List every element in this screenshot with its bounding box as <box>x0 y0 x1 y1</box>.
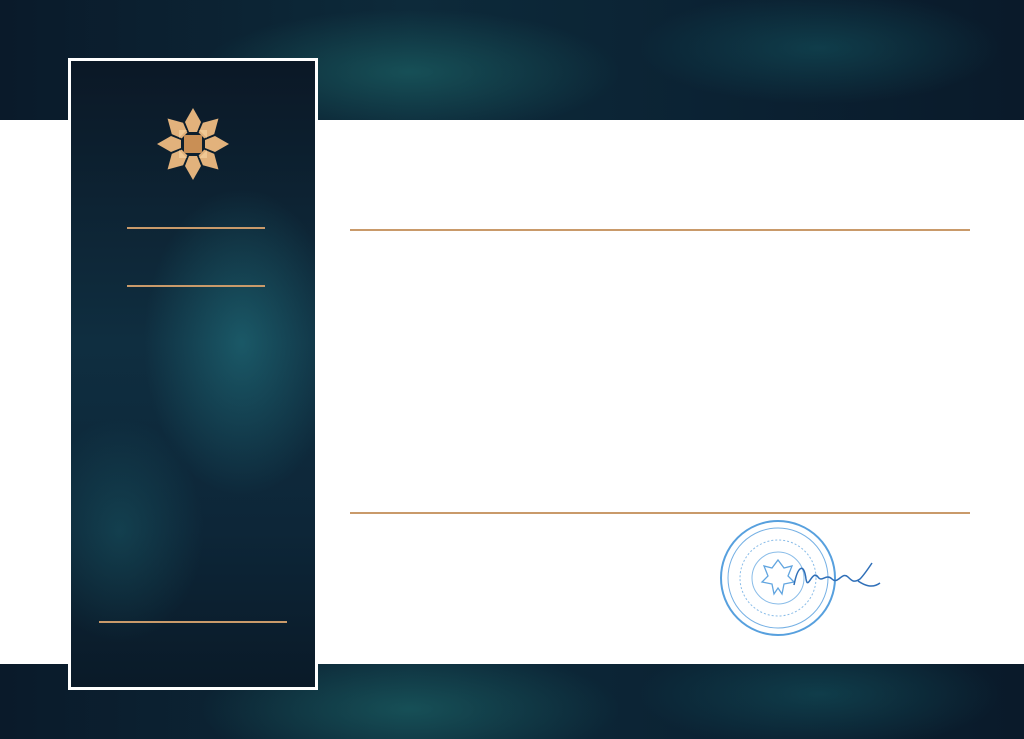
signature-icon <box>788 555 883 600</box>
contest-logo-icon <box>155 106 231 182</box>
contest-side-panel <box>68 58 318 690</box>
contest-title-rule-bottom <box>127 285 265 287</box>
contest-title-rule-top <box>127 227 265 229</box>
footer-rule <box>350 512 970 514</box>
header-rule <box>350 229 970 231</box>
place-rule <box>99 621 287 623</box>
